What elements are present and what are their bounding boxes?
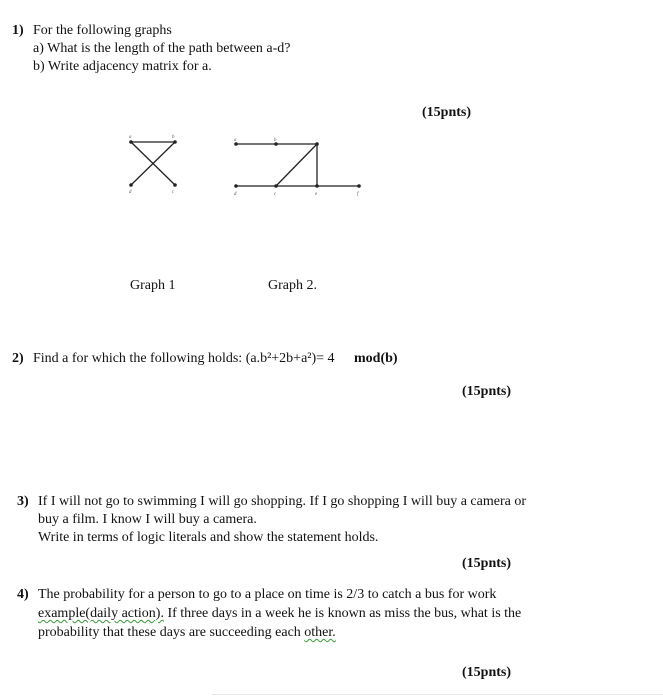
q1-points: (15pnts) xyxy=(422,105,472,120)
q3-number: 3) xyxy=(17,494,29,509)
q3-line1: If I will not go to swimming I will go shopping. If I go shopping I will buy a camera or xyxy=(38,494,526,509)
graph2-label-d: d xyxy=(234,192,237,197)
graph2-node-d xyxy=(234,184,238,188)
graph2-label-a: a xyxy=(234,138,237,143)
graph2-node-top-right xyxy=(315,142,319,146)
graph1-node-d xyxy=(129,183,133,187)
q4-line2-marked: example(daily action). xyxy=(38,606,164,621)
q4-line1: The probability for a person to go to a place on time is 2/3 to catch a bus for work xyxy=(38,587,497,602)
graph1-label-d: d xyxy=(129,190,132,195)
graph2-node-e xyxy=(315,184,319,188)
q4-line2 xyxy=(38,605,521,623)
graph2-edge-g-c xyxy=(276,144,317,186)
q4-line3 xyxy=(38,624,336,642)
graph1-label-c: c xyxy=(172,190,175,195)
q4-points: (15pnts) xyxy=(462,665,512,680)
graph1-node-b xyxy=(173,140,177,144)
q2-points: (15pnts) xyxy=(462,384,512,399)
q2-text: Find a for which the following holds: (a.b²+2b+a²)= 4 xyxy=(33,351,335,366)
graph2-label-f: f xyxy=(357,192,359,197)
graph1-node-c xyxy=(173,183,177,187)
graph2-node-c xyxy=(274,184,278,188)
q1-number: 1) xyxy=(12,23,24,38)
graph2-diagram xyxy=(225,130,365,200)
graph1-caption: Graph 1 xyxy=(130,278,176,293)
graph2-label-b: b xyxy=(274,138,277,143)
q1-title: For the following graphs xyxy=(33,23,172,38)
q3-line3: Write in terms of logic literals and show the statement holds. xyxy=(38,530,379,545)
page-bottom-divider xyxy=(212,694,663,695)
graph1-node-a xyxy=(129,140,133,144)
graph2-label-c: c xyxy=(274,192,277,197)
q1-part-b: b) Write adjacency matrix for a. xyxy=(33,59,212,74)
q3-line2: buy a film. I know I will buy a camera. xyxy=(38,512,257,527)
graph2-node-f xyxy=(357,184,361,188)
graph1-label-b: b xyxy=(172,135,175,140)
graph1-label-a: a xyxy=(129,135,132,140)
q4-line2-rest: If three days in a week he is known as miss the bus, what is the xyxy=(163,606,522,621)
q2-mod: mod(b) xyxy=(354,351,398,366)
q2-number: 2) xyxy=(12,351,24,366)
graph2-caption: Graph 2. xyxy=(268,278,317,293)
graph2-label-e: e xyxy=(315,192,318,197)
q3-points: (15pnts) xyxy=(462,556,512,571)
graph1-diagram xyxy=(120,130,190,200)
q4-number: 4) xyxy=(17,587,29,602)
q4-line3-start: probability that these days are succeeding each xyxy=(38,625,305,640)
q1-part-a: a) What is the length of the path between a-d? xyxy=(33,41,291,56)
q4-line3-marked: other. xyxy=(304,625,336,640)
